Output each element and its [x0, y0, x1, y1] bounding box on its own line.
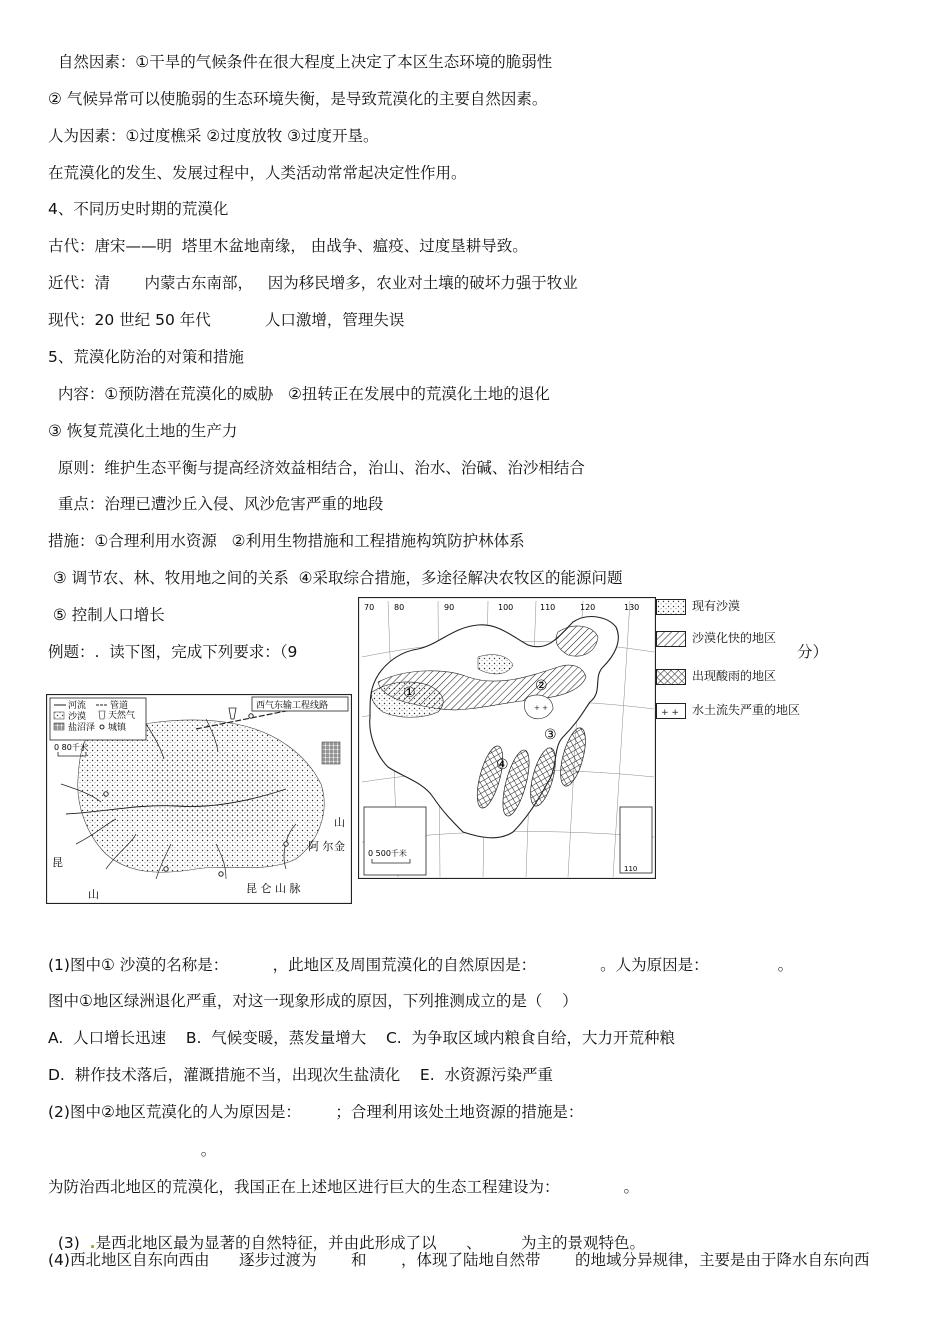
erosion-swatch — [656, 703, 686, 719]
legend-item — [656, 631, 856, 647]
lon-120: 120 — [580, 603, 596, 612]
text-line: 近代：清 内蒙古东南部， 因为移民增多，农业对土壤的破坏力强于牧业 — [48, 274, 578, 292]
legend-river: 河流 — [68, 701, 87, 711]
text-line: 人为因素：①过度樵采 ②过度放牧 ③过度开垦。 — [48, 127, 379, 145]
legend-gas: 天然气 — [108, 711, 136, 721]
section-heading: 5、荒漠化防治的对策和措施 — [48, 348, 244, 366]
options-abc: A. 人口增长迅速 B. 气候变暖，蒸发量增大 C. 为争取区域内粮食自给，大力开荒种粮 — [48, 1029, 676, 1047]
question-3 — [48, 1213, 645, 1253]
legend-desert-text: 现有沙漠 — [692, 599, 741, 613]
cross-swatch — [656, 669, 686, 685]
lon-100: 100 — [498, 603, 514, 612]
label-shan: 山 — [334, 816, 345, 829]
question-3-mark: . — [89, 1234, 96, 1252]
options-de: D. 耕作技术落后，灌溉措施不当，出现次生盐渍化 E. 水资源污染严重 — [48, 1066, 554, 1084]
tarim-map-svg — [46, 694, 352, 904]
lon-90: 90 — [444, 603, 455, 612]
svg-text:+ +: + + — [661, 708, 679, 718]
legend-item — [656, 703, 856, 719]
section-heading: 4、不同历史时期的荒漠化 — [48, 200, 229, 218]
svg-text:+ +: + + — [534, 704, 548, 712]
legend-desert: 沙漠 — [68, 712, 87, 722]
tarim-basin-map — [46, 694, 352, 904]
text-line: 措施：①合理利用水资源 ②利用生物措施和工程措施构筑防护林体系 — [48, 532, 525, 550]
region-4: ④ — [496, 757, 509, 773]
question-1b: 图中①地区绿洲退化严重，对这一现象形成的原因，下列推测成立的是（ ） — [48, 992, 578, 1010]
question-3-text: 是西北地区最为显著的自然特征，并由此形成了以 、 为主的景观特色。 — [95, 1234, 646, 1252]
text-line: 在荒漠化的发生、发展过程中，人类活动常常起决定性作用。 — [48, 164, 467, 182]
label-kunlun: 昆 仑 山 脉 — [246, 882, 301, 895]
question-4: (4)西北地区自东向西由 逐步过渡为 和 ，体现了陆地自然带 的地域分异规律，主要是由于降水自东向西 — [48, 1251, 870, 1269]
text-line: 重点：治理已遭沙丘入侵、风沙危害严重的地段 — [48, 495, 384, 513]
example-score: 分） — [797, 643, 829, 661]
question-2b: 为防治西北地区的荒漠化，我国正在上述地区进行巨大的生态工程建设为： 。 — [48, 1178, 640, 1196]
question-3-number: (3) — [57, 1234, 90, 1252]
region-3: ③ — [544, 727, 557, 743]
china-map-svg — [358, 597, 656, 879]
text-line: 现代：20 世纪 50 年代 人口激增，管理失误 — [48, 311, 405, 329]
route-label: 西气东输工程线路 — [256, 701, 329, 711]
lon-110: 110 — [540, 603, 556, 612]
region-2: ② — [535, 678, 548, 694]
text-line: 自然因素：①干旱的气候条件在很大程度上决定了本区生态环境的脆弱性 — [48, 53, 553, 71]
label-jin: 金 — [334, 840, 345, 853]
text-line: ③ 恢复荒漠化土地的生产力 — [48, 422, 238, 440]
question-2: (2)图中②地区荒漠化的人为原因是： ；合理利用该处土地资源的措施是： — [48, 1103, 584, 1121]
legend-acid-rain-text: 出现酸雨的地区 — [692, 669, 777, 683]
legend-item — [656, 669, 856, 685]
label-aer: 阿 尔 — [308, 840, 334, 853]
legend-erosion-text: 水土流失严重的地区 — [692, 703, 801, 717]
map-scale: 0 80千米 — [54, 743, 88, 752]
legend-pipe: 管道 — [110, 701, 129, 711]
legend-desertification-text: 沙漠化快的地区 — [692, 631, 777, 645]
china-map — [358, 597, 656, 879]
text-line: 原则：维护生态平衡与提高经济效益相结合，治山、治水、治碱、治沙相结合 — [48, 459, 585, 477]
lon-80: 80 — [394, 603, 405, 612]
lon-70: 70 — [364, 603, 375, 612]
china-map-legend — [656, 599, 801, 729]
hatch-swatch — [656, 631, 686, 647]
legend-city: 城镇 — [108, 723, 127, 733]
text-line: ② 气候异常可以使脆弱的生态环境失衡，是导致荒漠化的主要自然因素。 — [48, 90, 548, 108]
question-2-blank: 。 — [48, 1141, 217, 1159]
label-shan2: 山 — [88, 888, 99, 901]
question-1: (1)图中① 沙漠的名称是： ，此地区及周围荒漠化的自然原因是： 。人为原因是： 。 — [48, 956, 794, 974]
inset-label: 110 — [624, 865, 638, 873]
text-line: ⑤ 控制人口增长 — [48, 606, 165, 624]
legend-item — [656, 599, 856, 615]
lon-130: 130 — [624, 603, 640, 612]
text-line: 古代：唐宋——明 塔里木盆地南缘， 由战争、瘟疫、过度垦耕导致。 — [48, 237, 528, 255]
label-kun: 昆 — [52, 856, 63, 869]
region-1: ① — [403, 685, 416, 701]
text-line: ③ 调节农、林、牧用地之间的关系 ④采取综合措施，多途径解决农牧区的能源问题 — [48, 569, 623, 587]
china-map-scale: 0 500千米 — [368, 849, 407, 858]
example-prompt: 例题：. 读下图，完成下列要求：（9 — [48, 643, 298, 661]
text-line: 内容：①预防潜在荒漠化的威胁 ②扭转正在发展中的荒漠化土地的退化 — [48, 385, 550, 403]
desert-swatch — [656, 599, 686, 615]
legend-marsh: 盐沼泽 — [68, 723, 96, 733]
